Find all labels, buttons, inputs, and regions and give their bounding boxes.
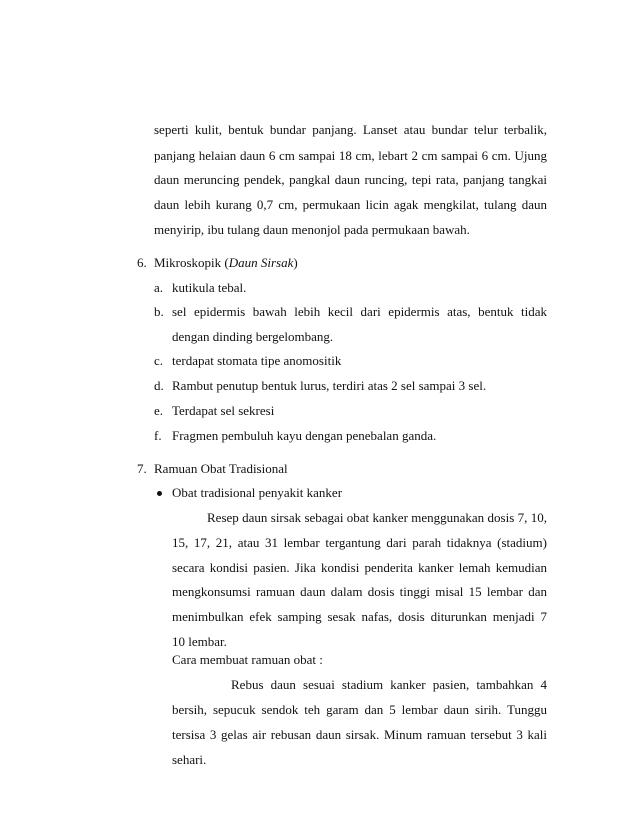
paragraph-line: tersisa 3 gelas air rebusan daun sirsak. Minum ramuan tersebut 3 kali xyxy=(172,727,547,742)
intro-line: daun lebih kurang 0,7 cm, permukaan licin agak mengkilat, tulang daun xyxy=(154,197,547,212)
paragraph-line: bersih, sepucuk sendok teh garam dan 5 lembar daun sirih. Tunggu xyxy=(172,702,547,717)
list-item: Terdapat sel sekresi xyxy=(172,403,275,418)
intro-line: daun meruncing pendek, pangkal daun runcing, tepi rata, panjang tangkai xyxy=(154,172,547,187)
item-letter: b. xyxy=(154,304,164,319)
paragraph-line: secara kondisi pasien. Jika kondisi penderita kanker lemah kemudian xyxy=(172,560,547,575)
intro-line: menyirip, ibu tulang daun menonjol pada permukaan bawah. xyxy=(154,222,470,237)
intro-line: panjang helaian daun 6 cm sampai 18 cm, lebart 2 cm sampai 6 cm. Ujung xyxy=(154,148,547,163)
item-letter: d. xyxy=(154,378,164,393)
item-letter: f. xyxy=(154,428,162,443)
item-letter: c. xyxy=(154,353,164,368)
bullet-icon xyxy=(157,491,162,496)
list-item: terdapat stomata tipe anomositik xyxy=(172,353,342,368)
list-item: sel epidermis bawah lebih kecil dari epidermis atas, bentuk tidak xyxy=(172,304,547,319)
paragraph-line: 10 lembar. xyxy=(172,634,227,649)
paragraph-line: Rebus daun sesuai stadium kanker pasien, tambahkan 4 xyxy=(231,677,547,692)
subheading: Cara membuat ramuan obat : xyxy=(172,652,323,667)
section-6-number: 6. xyxy=(137,255,147,270)
paragraph-line: mengkonsumsi ramuan daun dalam dosis tinggi misal 15 lembar dan xyxy=(172,584,547,599)
section-6-title: Mikroskopik (Daun Sirsak) xyxy=(154,255,298,270)
item-letter: a. xyxy=(154,280,164,295)
list-item-continuation: dengan dinding bergelombang. xyxy=(172,329,334,344)
item-letter: e. xyxy=(154,403,164,418)
list-item: Fragmen pembuluh kayu dengan penebalan ganda. xyxy=(172,428,437,443)
section-7-title: Ramuan Obat Tradisional xyxy=(154,461,288,476)
paragraph-line: 15, 17, 21, atau 31 lembar tergantung dari parah tidaknya (stadium) xyxy=(172,535,547,550)
intro-line: seperti kulit, bentuk bundar panjang. Lanset atau bundar telur terbalik, xyxy=(154,122,547,137)
list-item: kutikula tebal. xyxy=(172,280,247,295)
list-item: Rambut penutup bentuk lurus, terdiri atas 2 sel sampai 3 sel. xyxy=(172,378,487,393)
paragraph-line: Resep daun sirsak sebagai obat kanker menggunakan dosis 7, 10, xyxy=(207,510,547,525)
bullet-item: Obat tradisional penyakit kanker xyxy=(172,485,343,500)
section-7-number: 7. xyxy=(137,461,147,476)
paragraph-line: sehari. xyxy=(172,752,207,767)
paragraph-line: menimbulkan efek samping sesak nafas, dosis diturunkan menjadi 7 xyxy=(172,609,547,624)
